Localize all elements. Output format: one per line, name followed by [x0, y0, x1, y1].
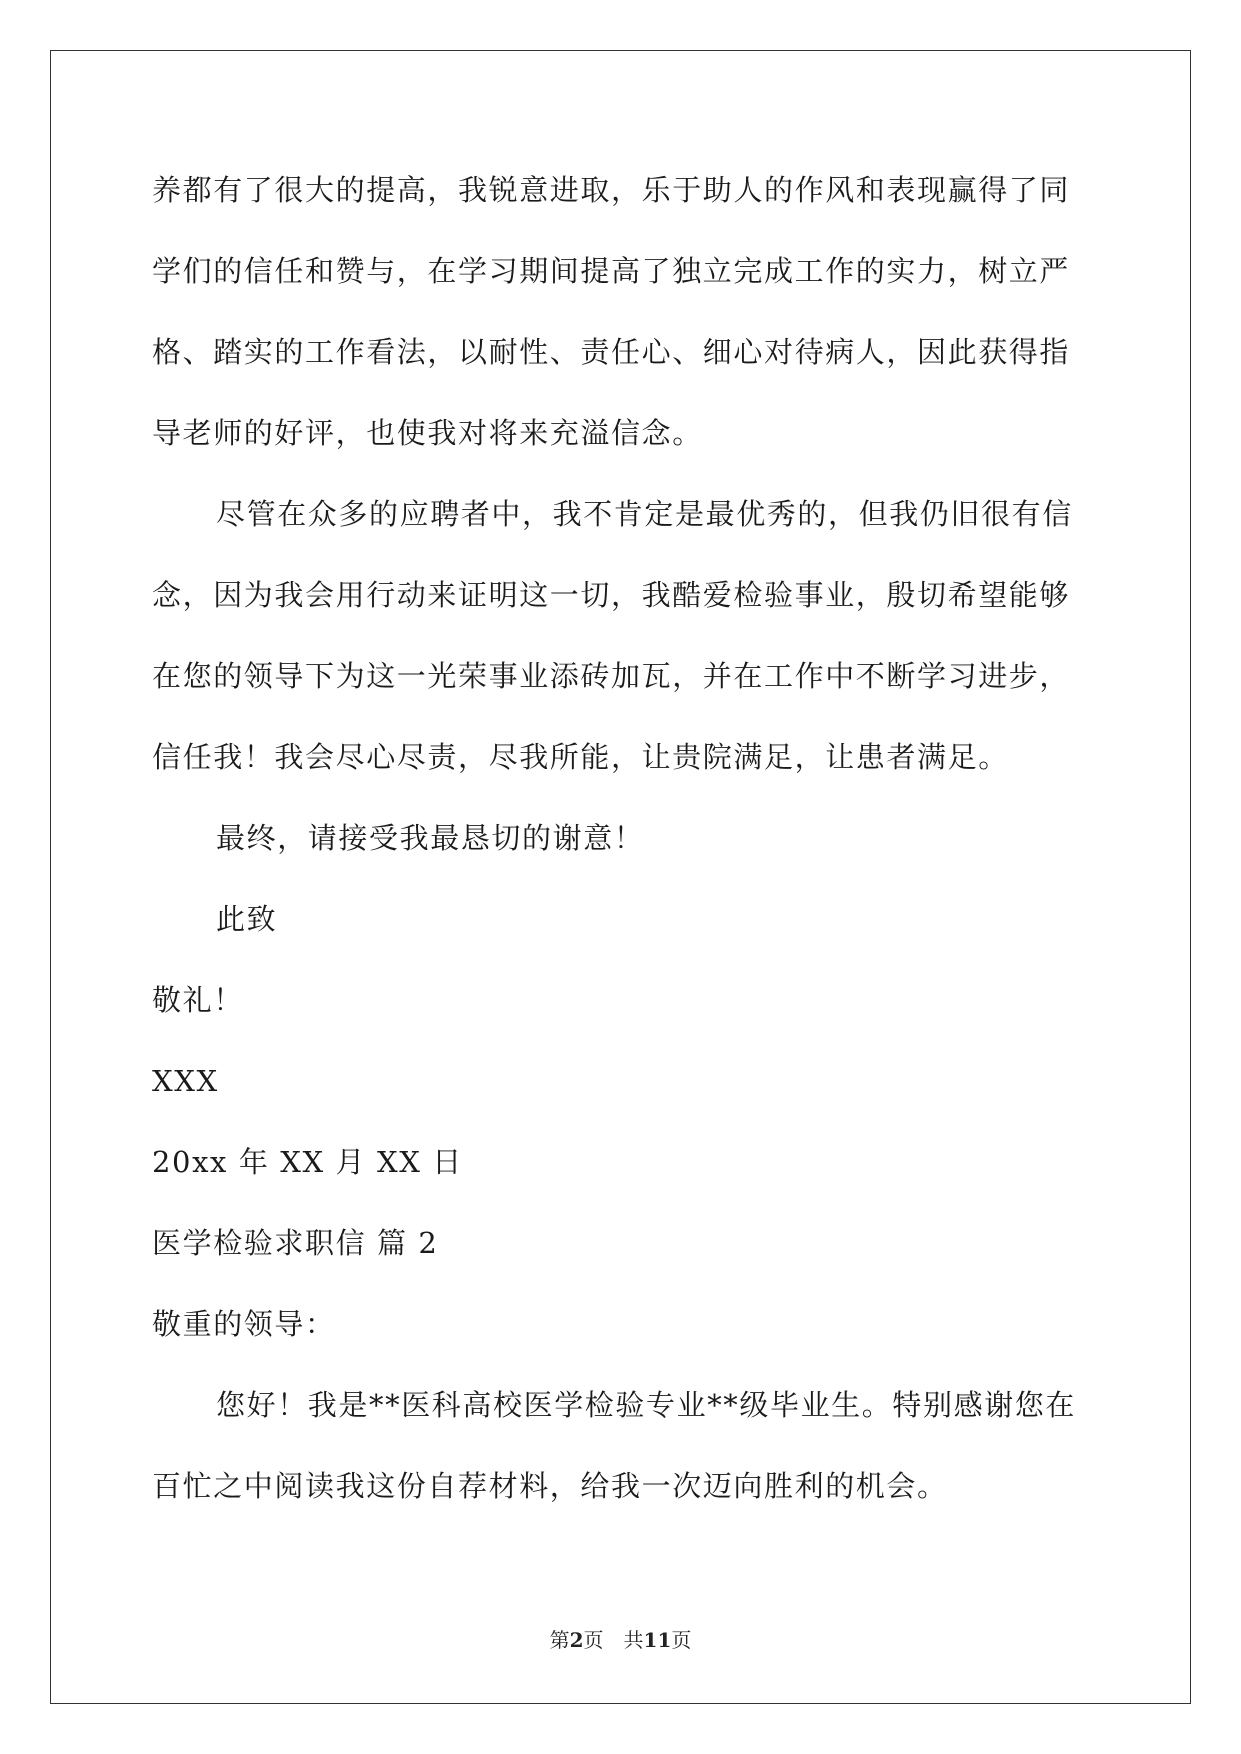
closing-salutation: 此致 [216, 902, 278, 936]
page-footer [0, 1626, 1241, 1654]
section-title: 医学检验求职信 篇 2 [152, 1226, 439, 1260]
page-prefix: 第 [549, 1628, 570, 1652]
total-prefix: 共 [623, 1628, 644, 1652]
text-line-9: 最终，请接受我最恳切的谢意！ [216, 821, 645, 855]
signature-name: XXX [152, 1064, 219, 1098]
signature-date: 20xx 年 XX 月 XX 日 [152, 1145, 463, 1179]
closing-regards: 敬礼！ [152, 983, 244, 1017]
text-line-17: 百忙之中阅读我这份自荐材料，给我一次迈向胜利的机会。 [152, 1469, 948, 1503]
text-line-16: 您好！我是**医科高校医学检验专业**级毕业生。特别感谢您在 [216, 1388, 1077, 1422]
greeting: 敬重的领导： [152, 1307, 336, 1341]
text-line-1: 养都有了很大的提高，我锐意进取，乐于助人的作风和表现赢得了同 [152, 173, 1071, 207]
page-suffix: 页 [583, 1628, 604, 1652]
current-page-number: 2 [569, 1628, 584, 1652]
text-line-4: 导老师的好评，也使我对将来充溢信念。 [152, 416, 703, 450]
text-line-6: 念，因为我会用行动来证明这一切，我酷爱检验事业，殷切希望能够 [152, 578, 1071, 612]
text-line-7: 在您的领导下为这一光荣事业添砖加瓦，并在工作中不断学习进步， [152, 659, 1071, 693]
text-line-8: 信任我！我会尽心尽责，尽我所能，让贵院满足，让患者满足。 [152, 740, 1009, 774]
text-line-5: 尽管在众多的应聘者中，我不肯定是最优秀的，但我仍旧很有信 [216, 497, 1073, 531]
total-pages-number: 11 [643, 1628, 672, 1652]
total-suffix: 页 [671, 1628, 692, 1652]
text-line-2: 学们的信任和赞与，在学习期间提高了独立完成工作的实力，树立严 [152, 254, 1071, 288]
document-body [152, 160, 1092, 1537]
text-line-3: 格、踏实的工作看法，以耐性、责任心、细心对待病人，因此获得指 [152, 335, 1071, 369]
